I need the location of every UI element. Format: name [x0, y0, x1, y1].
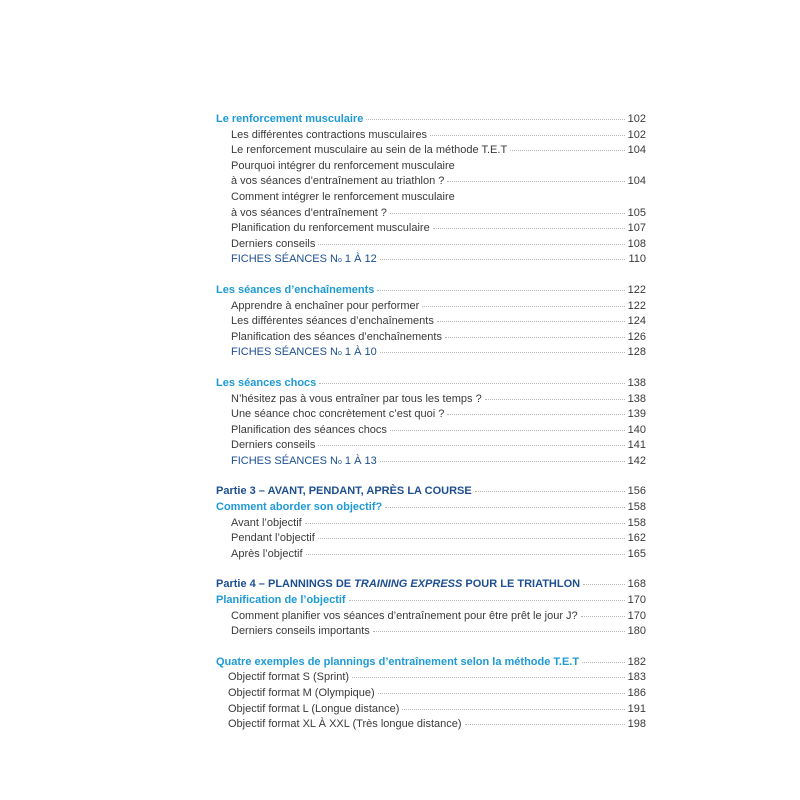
toc-heading[interactable] — [216, 112, 646, 128]
toc-title: FICHES SÉANCES $N^o$ 1 À 12 — [231, 253, 377, 266]
toc-page: 158 — [627, 516, 646, 529]
section-enchainements — [216, 283, 646, 361]
dot-leader — [402, 709, 624, 710]
toc-title: Après l’objectif — [231, 547, 303, 560]
toc-entry[interactable] — [216, 330, 646, 346]
toc-title: Une séance choc concrètement c’est quoi ? — [231, 408, 445, 421]
toc-entry[interactable] — [216, 670, 646, 686]
dot-leader — [352, 677, 625, 678]
toc-page: 107 — [627, 222, 646, 235]
toc-entry[interactable] — [216, 516, 646, 532]
toc-entry[interactable] — [216, 702, 646, 718]
toc-part-heading[interactable] — [216, 484, 646, 500]
toc-title: Derniers conseils — [231, 237, 316, 250]
table-of-contents — [216, 112, 646, 748]
toc-page: 158 — [627, 501, 646, 514]
toc-title: Objectif format M (Olympique) — [228, 687, 375, 699]
toc-fiches-entry[interactable] — [216, 252, 646, 268]
dot-leader — [390, 430, 625, 431]
toc-title: FICHES SÉANCES $N^o$ 1 À 13 — [231, 454, 377, 467]
toc-fiches-entry[interactable] — [216, 454, 646, 470]
dot-leader — [349, 600, 625, 601]
toc-title: Le renforcement musculaire — [216, 113, 364, 125]
dot-leader — [445, 337, 625, 338]
toc-title: Les différentes contractions musculaires — [231, 128, 428, 141]
dot-leader — [465, 724, 625, 725]
toc-page: 110 — [628, 253, 646, 266]
toc-page: 138 — [627, 376, 646, 389]
toc-page: 138 — [627, 392, 646, 405]
dot-leader — [390, 213, 625, 214]
toc-page: 126 — [627, 330, 646, 343]
dot-leader — [306, 554, 625, 555]
toc-entry[interactable] — [216, 547, 646, 563]
toc-title: Les séances chocs — [216, 376, 317, 389]
toc-page: 128 — [627, 346, 646, 359]
toc-page: 165 — [627, 547, 646, 560]
toc-heading[interactable] — [216, 655, 646, 671]
toc-entry[interactable] — [216, 221, 646, 237]
toc-entry[interactable] — [216, 624, 646, 640]
toc-entry[interactable] — [216, 143, 646, 159]
toc-title: Planification du renforcement musculaire — [231, 222, 430, 235]
toc-title: Objectif format XL À XXL (Très longue distance) — [228, 718, 462, 731]
dot-leader — [510, 150, 624, 151]
dot-leader — [582, 662, 625, 663]
toc-page: 102 — [627, 113, 646, 125]
dot-leader — [305, 523, 625, 524]
toc-title: Planification des séances chocs — [231, 423, 387, 436]
toc-entry[interactable] — [216, 392, 646, 408]
toc-fiches-entry[interactable] — [216, 345, 646, 361]
toc-title: Comment aborder son objectif? — [216, 501, 383, 514]
dot-leader — [385, 507, 624, 508]
toc-page: 124 — [627, 315, 646, 328]
dot-leader — [447, 181, 624, 182]
toc-title-line1: Comment intégrer le renforcement musculaire — [231, 190, 455, 203]
toc-page: 156 — [627, 485, 646, 498]
dot-leader — [378, 693, 625, 694]
toc-title: Pendant l’objectif — [231, 532, 315, 545]
toc-page: 102 — [627, 128, 646, 141]
dot-leader — [447, 414, 624, 415]
dot-leader — [485, 399, 625, 400]
dot-leader — [373, 631, 625, 632]
dot-leader — [318, 244, 624, 245]
section-plannings — [216, 655, 646, 733]
toc-page: 105 — [627, 206, 646, 219]
toc-entry[interactable] — [216, 206, 646, 222]
toc-page: 142 — [627, 454, 646, 467]
toc-title: N’hésitez pas à vous entraîner par tous les temps ? — [231, 392, 482, 405]
dot-leader — [318, 445, 624, 446]
dot-leader — [430, 135, 625, 136]
toc-title: Avant l’objectif — [231, 516, 302, 529]
toc-page: 108 — [627, 237, 646, 250]
toc-title: Quatre exemples de plannings d’entraînement selon la méthode T.E.T — [216, 655, 580, 668]
section-seances-chocs — [216, 376, 646, 470]
dot-leader — [377, 290, 624, 291]
dot-leader — [475, 491, 625, 492]
toc-entry[interactable] — [216, 314, 646, 330]
toc-page: 104 — [627, 175, 646, 188]
toc-title: Objectif format L (Longue distance) — [228, 702, 400, 715]
toc-entry[interactable] — [216, 237, 646, 253]
toc-title: Derniers conseils — [231, 439, 316, 452]
dot-leader — [422, 306, 624, 307]
dot-leader — [380, 352, 625, 353]
toc-part-heading[interactable] — [216, 577, 646, 593]
toc-page: 198 — [627, 718, 646, 731]
toc-page: 122 — [627, 299, 646, 312]
toc-heading[interactable] — [216, 376, 646, 392]
section-renforcement — [216, 112, 646, 268]
toc-entry[interactable] — [216, 686, 646, 702]
toc-title: Partie 3 – AVANT, PENDANT, APRÈS LA COURSE — [216, 485, 472, 498]
toc-page: 104 — [627, 144, 646, 157]
toc-entry[interactable] — [216, 438, 646, 454]
toc-title: Partie 4 – PLANNINGS DE TRAINING EXPRESS POUR LE TRIATHLON — [216, 578, 581, 591]
toc-entry[interactable] — [216, 531, 646, 547]
toc-page: 140 — [627, 423, 646, 436]
toc-entry[interactable] — [216, 128, 646, 144]
toc-title: Planification de l’objectif — [216, 594, 346, 607]
toc-page: 122 — [627, 283, 646, 296]
toc-page: 191 — [627, 702, 646, 715]
toc-title: Le renforcement musculaire au sein de la méthode T.E.T — [231, 144, 508, 157]
dot-leader — [380, 461, 625, 462]
toc-title-line2: à vos séances d’entraînement ? — [231, 206, 387, 219]
dot-leader — [380, 259, 626, 260]
dot-leader — [583, 584, 625, 585]
toc-page: 141 — [627, 439, 646, 452]
section-partie-4 — [216, 577, 646, 639]
toc-page: 139 — [627, 408, 646, 421]
toc-entry[interactable] — [216, 717, 646, 733]
toc-page: 180 — [627, 625, 646, 638]
section-partie-3 — [216, 484, 646, 562]
toc-title: Apprendre à enchaîner pour performer — [231, 299, 420, 312]
toc-page: 162 — [627, 532, 646, 545]
toc-title: Les séances d’enchaînements — [216, 283, 375, 296]
toc-page: 186 — [627, 687, 646, 699]
toc-entry[interactable] — [216, 423, 646, 439]
toc-title: Les différentes séances d’enchaînements — [231, 315, 434, 328]
dot-leader — [581, 616, 625, 617]
toc-title: Derniers conseils importants — [231, 625, 370, 638]
toc-entry[interactable] — [216, 609, 646, 625]
toc-title-line2: à vos séances d’entraînement au triathlon ? — [231, 175, 445, 188]
toc-title: Planification des séances d’enchaînements — [231, 330, 442, 343]
dot-leader — [319, 383, 624, 384]
toc-heading[interactable] — [216, 593, 646, 609]
toc-page: 170 — [627, 609, 646, 622]
toc-entry[interactable] — [216, 174, 646, 190]
toc-title: Comment planifier vos séances d’entraînement pour être prêt le jour J? — [231, 609, 578, 622]
toc-page: 183 — [627, 671, 646, 684]
dot-leader — [437, 321, 625, 322]
toc-page: 182 — [627, 655, 646, 668]
toc-title: Objectif format S (Sprint) — [228, 671, 350, 684]
dot-leader — [433, 228, 625, 229]
toc-page: 170 — [627, 594, 646, 607]
toc-title: FICHES SÉANCES $N^o$ 1 À 10 — [231, 346, 377, 359]
toc-page: 168 — [627, 578, 646, 591]
toc-entry[interactable] — [216, 299, 646, 315]
dot-leader — [318, 538, 625, 539]
toc-entry[interactable] — [216, 407, 646, 423]
dot-leader — [366, 119, 624, 120]
toc-title-line1: Pourquoi intégrer du renforcement musculaire — [231, 159, 455, 172]
toc-heading[interactable] — [216, 500, 646, 516]
toc-heading[interactable] — [216, 283, 646, 299]
